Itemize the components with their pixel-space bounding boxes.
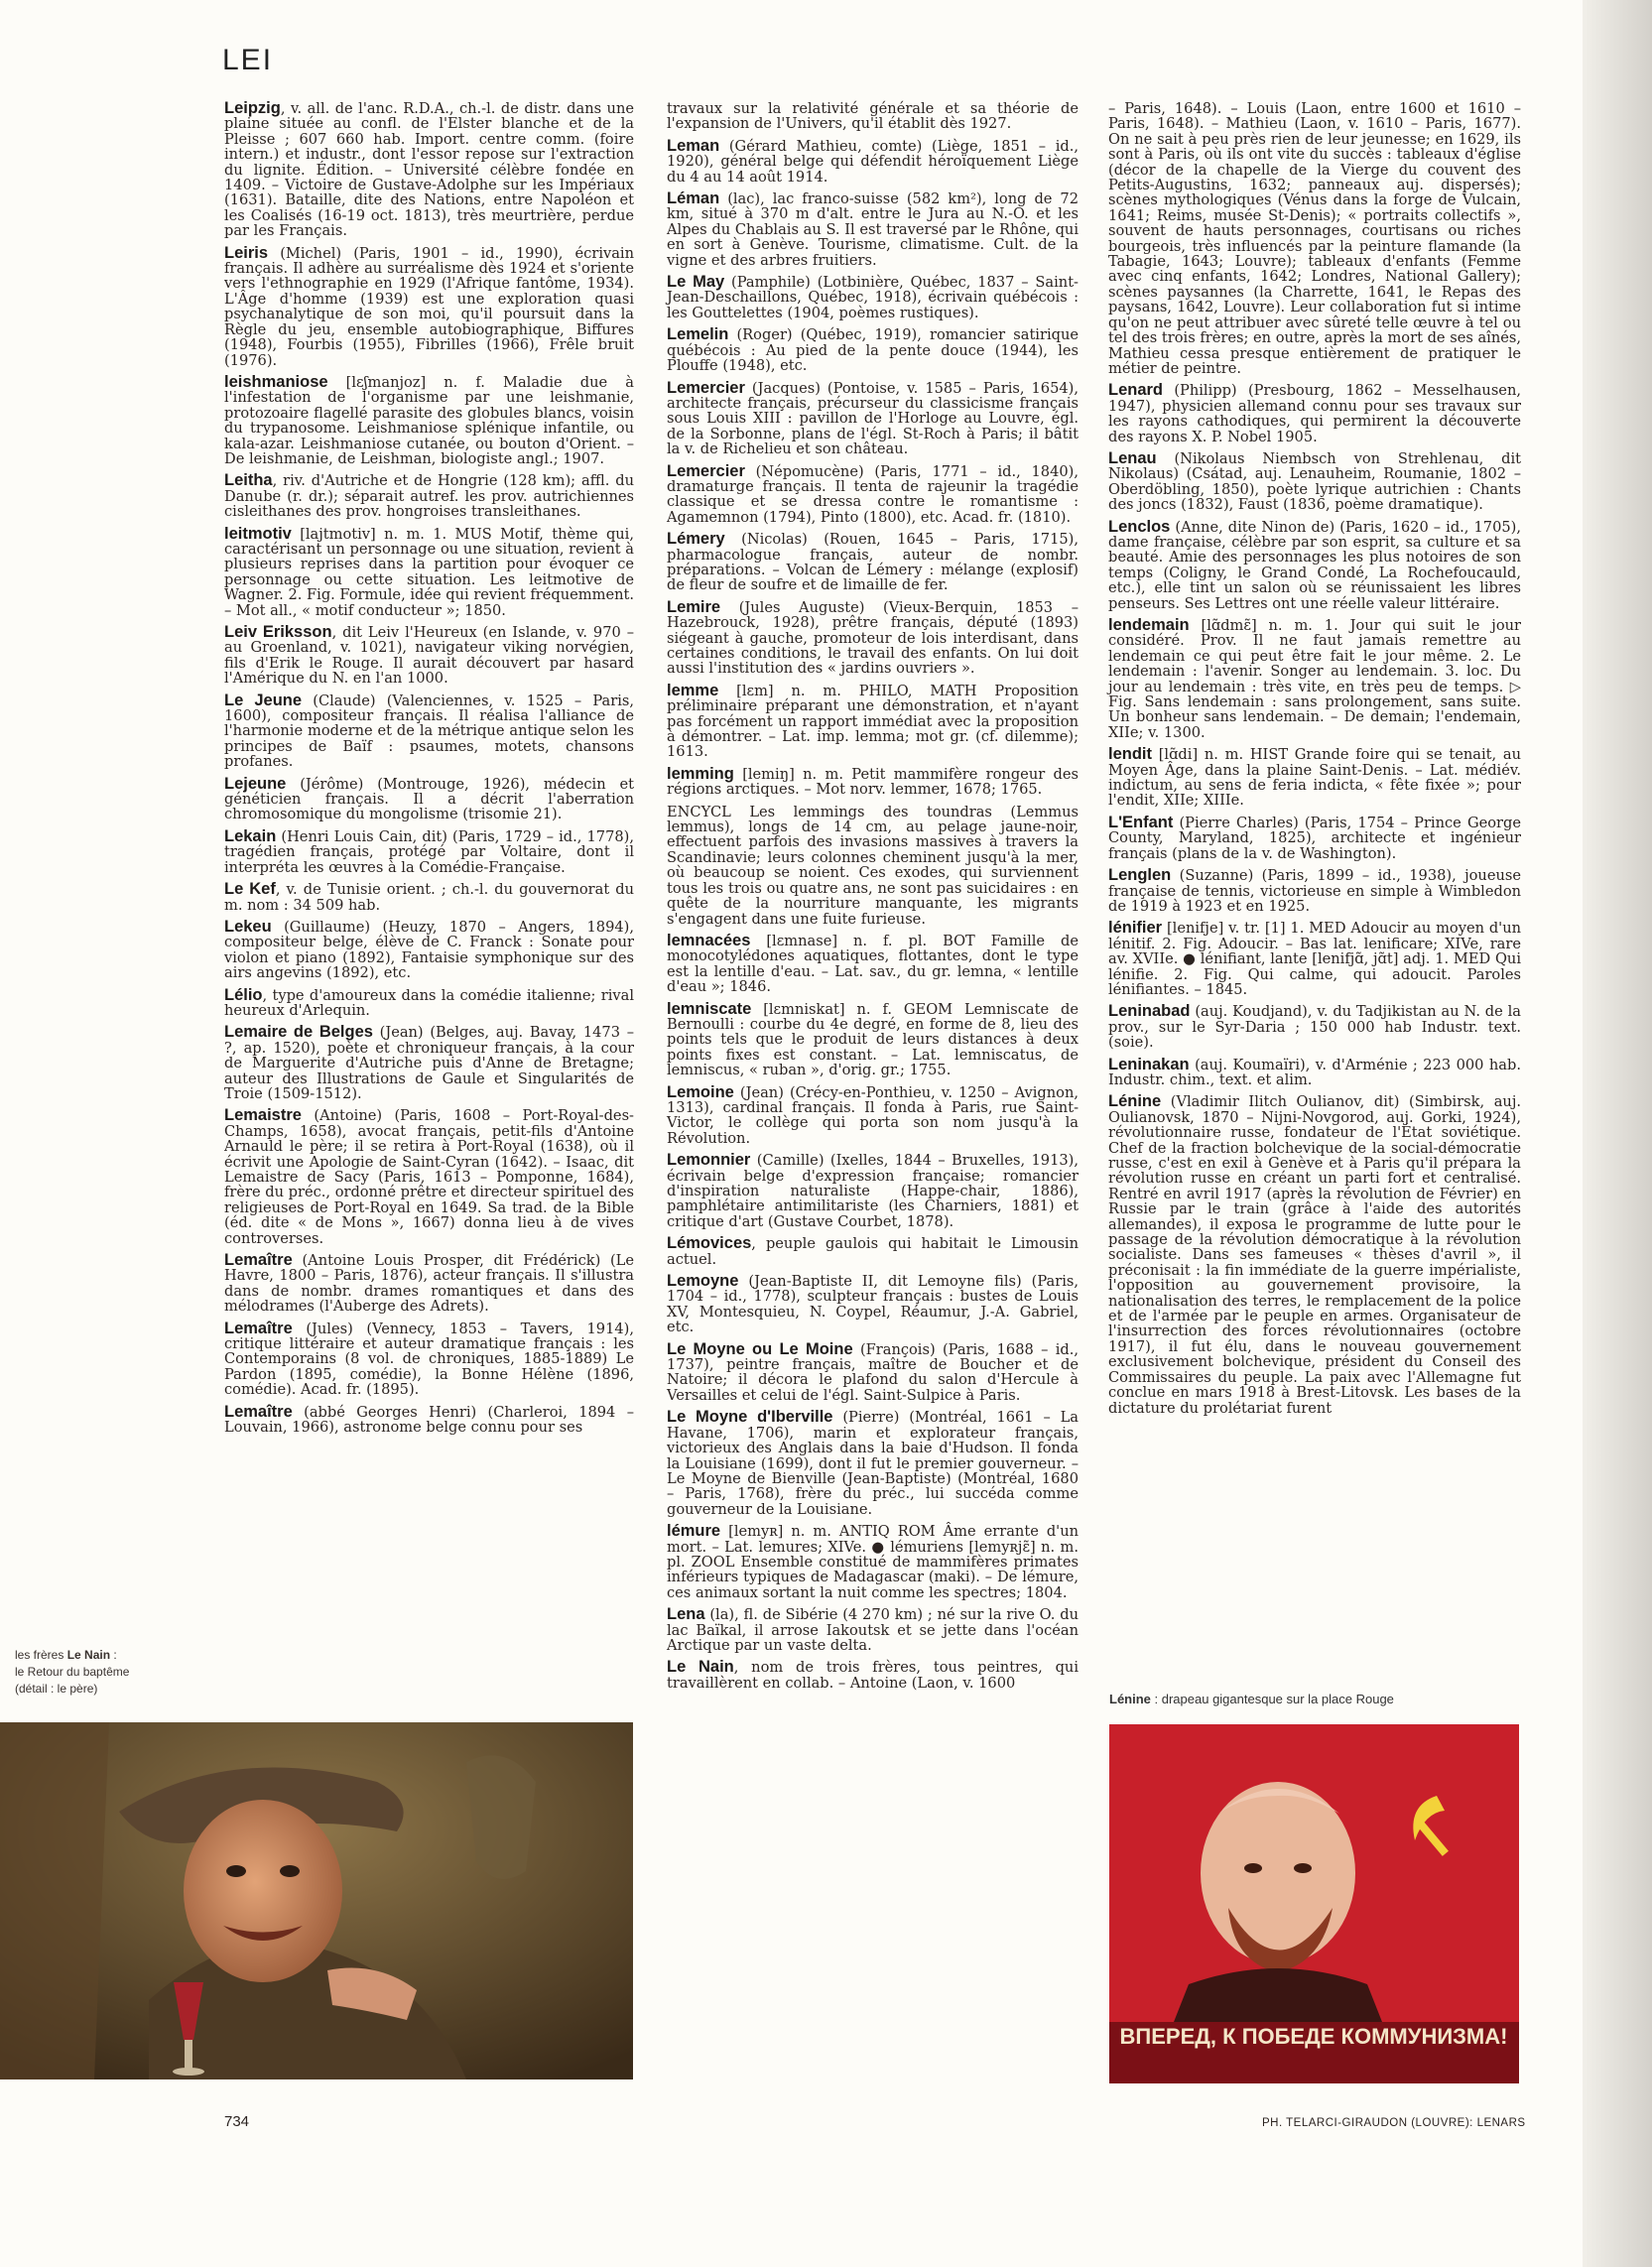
- dictionary-entry: [667, 378, 1079, 458]
- dictionary-entry: [1108, 448, 1521, 514]
- entry-definition: [lemyʀ] n. m. ANTIQ ROM Âme errante d'un mort. – Lat. lemures; XIVe. ● lémuriens [lemyʀjɛ̃] n. m. pl. ZOOL Ensemble constitué de mammifères primates inférieurs typiques de Madagascar (maki). – De lémure, ces animaux sortant la nuit comme les spectres; 1804.: [667, 1523, 1079, 1601]
- entry-definition: (Camille) (Ixelles, 1844 – Bruxelles, 1913), écrivain belge d'expression française; romancier d'inspiration naturaliste (Happe-chair, 1886), pamphlétaire antimilitariste (les Charniers, 1881) et critique d'art (Gustave Courbet, 1878).: [667, 1152, 1079, 1230]
- entry-definition: (Guillaume) (Heuzy, 1870 – Angers, 1894), compositeur belge, élève de C. Franck : Sonate pour violon et piano (1892), Fantaisie symphonique sur des airs angevins (1892), etc.: [224, 918, 634, 982]
- entry-definition: , type d'amoureux dans la comédie italienne; rival heureux d'Arlequin.: [224, 986, 634, 1019]
- dictionary-entry: [667, 1082, 1079, 1147]
- page-edge-shadow: [1583, 0, 1652, 2267]
- entry-definition: (Michel) (Paris, 1901 – id., 1990), écrivain français. Il adhère au surréalisme dès 1924 et s'oriente vers l'ethnographie en 1929 (l'Afrique fantôme, 1934). L'Âge d'homme (1939) est une exploration quasi psychanalytique de son moi, qu'il poursuit dans la Règle du jeu, ensemble autobiographique, Biffures (1948), Fourbis (1955), Fibrilles (1966), Frêle bruit (1976).: [224, 244, 634, 369]
- dictionary-entry: [667, 1660, 1079, 1691]
- entry-definition: , riv. d'Autriche et de Hongrie (128 km); affl. du Danube (r. dr.); séparait autref. les prov. autrichiennes cisleithanes des prov. hongroises transleithanes.: [224, 472, 634, 521]
- entry-definition: (auj. Koudjand), v. du Tadjikistan au N. de la prov., sur le Syr-Daria ; 150 000 hab Industr. text. (soie).: [1108, 1003, 1521, 1052]
- caption-line-2: le Retour du baptême: [15, 1665, 130, 1679]
- entry-definition: (Antoine) (Paris, 1608 – Port-Royal-des-Champs, 1658), avocat français, petit-fils d'Antoine Arnauld le père; il se retira à Port-Royal (1638), où il écrivit une Apologie de Saint-Cyran (1642). – Isaac, dit Lemaistre de Sacy (Paris, 1613 – Pomponne, 1684), frère du préc., ordonné prêtre et directeur spirituel des religieuses de Port-Royal en 1649. Sa trad. de la Bible (éd. dite « de Mons », 1667) donna lieu à de vives controverses.: [224, 1107, 634, 1247]
- caption-line-3: (détail : le père): [15, 1682, 98, 1696]
- entry-definition: [lɛʃmanjoz] n. f. Maladie due à l'infestation de l'organisme par une leishmanie, protozoaire flagellé parasite des globules blancs, voisin du trypanosome. Leishmaniose splénique infantile, ou kala-azar. Leishmaniose cutanée, ou bouton d'Orient. – De leishmanie, de Leishman, biologiste angl.; 1907.: [224, 373, 634, 467]
- dictionary-entry: [1108, 868, 1521, 914]
- entry-headword: lendit: [1108, 745, 1152, 764]
- dictionary-entry: [224, 524, 634, 619]
- dictionary-entry: [224, 1402, 634, 1437]
- entry-definition: [lemiŋ] n. m. Petit mammifère rongeur des régions arctiques. – Mot norv. lemmer, 1678; 1765.: [667, 765, 1079, 799]
- entry-headword: Le Moyne d'Iberville: [667, 1408, 833, 1427]
- dictionary-entry: [224, 882, 634, 913]
- entry-definition: (Suzanne) (Paris, 1899 – id., 1938), joueuse française de tennis, victorieuse en simple à Wimbledon de 1919 à 1923 et en 1925.: [1108, 867, 1521, 915]
- entry-headword: Lemaire de Belges: [224, 1023, 373, 1042]
- entry-headword: Lekeu: [224, 917, 272, 936]
- dictionary-entry: [667, 764, 1079, 799]
- entry-definition: , peuple gaulois qui habitait le Limousin actuel.: [667, 1235, 1079, 1268]
- dictionary-entry: [667, 999, 1079, 1079]
- entry-headword: lénifier: [1108, 919, 1163, 938]
- dictionary-entry: [1108, 517, 1521, 612]
- entry-headword: lémure: [667, 1522, 721, 1541]
- dictionary-entry: [224, 985, 634, 1019]
- entry-definition: (abbé Georges Henri) (Charleroi, 1894 – Louvain, 1966), astronome belge connu pour ses: [224, 1403, 634, 1437]
- entry-headword: Leninabad: [1108, 1002, 1191, 1021]
- photo-credit: PH. TELARCI-GIRAUDON (LOUVRE): LENARS: [1262, 2117, 1526, 2129]
- entry-definition: – Paris, 1648). – Louis (Laon, entre 1600 et 1610 – Paris, 1648). – Mathieu (Laon, v. 1610 – Paris, 1677). On ne sait à peu près rien de leur jeunesse; en 1629, ils sont à Paris, où ils ont vite du succès : tableaux d'église (décor de la chapelle de la Vierge du couvent des Petits-Augustins, 1632; panneaux auj. dispersés); scènes mythologiques (Vénus dans la forge de Vulcain, 1641; Reims, musée St-Denis); « portraits collectifs », souvent de hauts personnages, courtisans ou riches bourgeois, très influencés par la peinture flamande (la Tabagie, 1643; Louvre); tableaux d'enfants (Femme avec cinq enfants, 1642; Londres, National Gallery); scènes paysannes (la Charrette, 1641, le Repas des paysans, 1642, Louvre). Leur collaboration fut si intime qu'on ne peut attribuer avec sûreté telle œuvre à tel ou tel des trois frères; en outre, après la mort de ses aînés, Mathieu cessa presque entièrement de pratiquer le métier de peintre.: [1108, 100, 1521, 377]
- entry-headword: Lemoyne: [667, 1272, 739, 1291]
- lenin-caption: [1109, 1692, 1526, 1706]
- entry-headword: Leipzig: [224, 99, 281, 117]
- entry-definition: [lɛmnase] n. f. pl. BOT Famille de monocotylédones aquatiques, flottantes, dont le type est la lentille d'eau. – Lat. sav., du gr. lemna, « lentille d'eau »; 1846.: [667, 932, 1079, 996]
- entry-headword: Lenglen: [1108, 866, 1172, 885]
- dictionary-entry: [224, 693, 634, 770]
- entry-definition: (Anne, dite Ninon de) (Paris, 1620 – id., 1705), dame française, célèbre par son esprit, sa culture et sa beauté. Amie des personnages les plus notoires de son temps (Coligny, le Grand Condé, La Rochefoucauld, etc.), elle tint un salon où se réunissaient les libres penseurs. Ses Lettres ont une réelle valeur littéraire.: [1108, 518, 1521, 612]
- dictionary-entry: [1108, 383, 1521, 444]
- entry-headword: Lemaistre: [224, 1106, 302, 1125]
- column-2: [667, 101, 1079, 1698]
- entry-headword: lemming: [667, 764, 734, 783]
- dictionary-entry: [1108, 1055, 1521, 1088]
- entry-definition: [lɑ̃di] n. m. HIST Grande foire qui se tenait, au Moyen Âge, dans la plaine Saint-Denis. – Lat. médiév. indictum, au sens de feria indicta, « fête fixée »; pour l'endit, XIIe; XIIIe.: [1108, 746, 1521, 810]
- entry-definition: (Henri Louis Cain, dit) (Paris, 1729 – id., 1778), tragédien français, protégé par Voltaire, dont il interpréta les œuvres à la Comédie-Française.: [224, 827, 634, 876]
- entry-definition: [lɛm] n. m. PHILO, MATH Proposition préliminaire préparant une démonstration, et n'ayant pas forcément un rapport immédiat avec la proposition à démontrer. – Lat. imp. lemma; mot gr. (cf. dilemme); 1613.: [667, 682, 1079, 761]
- entry-headword: lemniscate: [667, 999, 752, 1018]
- dictionary-entry: [224, 243, 634, 369]
- entry-headword: lemnacées: [667, 931, 751, 949]
- dictionary-entry: [667, 275, 1079, 320]
- entry-headword: Lenau: [1108, 448, 1157, 467]
- dictionary-entry: [1108, 1004, 1521, 1050]
- entry-definition: travaux sur la relativité générale et sa théorie de l'expansion de l'Univers, qu'il établit dès 1927.: [667, 100, 1079, 133]
- entry-definition: (Jean) (Crécy-en-Ponthieu, v. 1250 – Avignon, 1313), cardinal français. Il fonda à Paris, rue Saint-Victor, le collège qui porta son nom jusqu'à la Révolution.: [667, 1083, 1079, 1147]
- entry-definition: (lac), lac franco-suisse (582 km²), long de 72 km, situé à 370 m d'alt. entre le Jura au N.-O. et les Alpes du Chablais au S. Il est traversé par le Rhône, qui en sort à Genève. Tourisme, climatisme. Cult. de la vigne et des arbres fruitiers.: [667, 190, 1079, 269]
- entry-definition: (Vladimir Ilitch Oulianov, dit) (Simbirsk, auj. Oulianovsk, 1870 – Nijni-Novgorod, auj. Gorki, 1924), révolutionnaire russe, fondateur de l'État soviétique. Chef de la fraction bolchevique de la social-démocratie russe, c'est en exil à Genève et à Paris qu'il prépara la révolution russe en créant un parti fort et centralisé. Rentré en avril 1917 (après la révolution de Février) en Russie par le train (grâce à l'aide des autorités allemandes), il exposa le programme de lutte pour le passage de la révolution démocratique à la révolution socialiste. Dans ses fameuses « thèses d'avril », il préconisait : la fin immédiate de la guerre impérialiste, l'opposition au gouvernement provisoire, la nationalisation des terres, le remplacement de la police et de l'armée par le peuple en armes. Organisateur de l'insurrection des forces révolutionnaires (octobre 1917), il fut élu, dans le nouveau gouvernement exclusivement bolchevique, président du Conseil des Commissaires du peuple. La paix avec l'Allemagne fut conclue en mars 1918 à Brest-Litovsk. Les bases de la dictature du prolétariat furent: [1108, 1093, 1521, 1417]
- dictionary-entry: [667, 1524, 1079, 1600]
- entry-headword: lemme: [667, 681, 719, 699]
- entry-headword: Lemoine: [667, 1082, 734, 1101]
- dictionary-entry: [667, 1236, 1079, 1267]
- entry-definition: (Jean-Baptiste II, dit Lemoyne fils) (Paris, 1704 – id., 1778), sculpteur français : bustes de Louis XV, Montesquieu, N. Coypel, Réaumur, J.-A. Gabriel, etc.: [667, 1273, 1079, 1336]
- entry-definition: (Jules) (Vennecy, 1853 – Tavers, 1914), critique littéraire et auteur dramatique français : les Contemporains (8 vol. de chroniques, 1885-1889) Le Pardon (1895, comédie), la Bonne Hélène (1896, comédie). Acad. fr. (1895).: [224, 1320, 634, 1399]
- dictionary-entry: [1108, 1094, 1521, 1416]
- entry-definition: , v. de Tunisie orient. ; ch.-l. du gouvernorat du m. nom : 34 509 hab.: [224, 881, 634, 914]
- entry-headword: Lena: [667, 1605, 705, 1624]
- dictionary-entry: [1108, 921, 1521, 997]
- dictionary-entry: [1108, 101, 1521, 376]
- entry-headword: Leiris: [224, 243, 269, 262]
- dictionary-entry: [667, 191, 1079, 268]
- dictionary-entry: [224, 1108, 634, 1246]
- dictionary-entry: [667, 597, 1079, 678]
- dictionary-entry: [667, 805, 1079, 927]
- caption-name: Le Nain: [66, 1648, 111, 1662]
- dictionary-entry: [224, 1319, 634, 1399]
- entry-headword: Lekain: [224, 826, 277, 845]
- lenin-caption-text: : drapeau gigantesque sur la place Rouge: [1150, 1692, 1394, 1706]
- dictionary-entry: [224, 826, 634, 876]
- dictionary-entry: [224, 372, 634, 467]
- entry-definition: , nom de trois frères, tous peintres, qui travaillèrent en collab. – Antoine (Laon, v. 1600: [667, 1659, 1079, 1692]
- page-header: LEI: [222, 44, 274, 76]
- entry-definition: (Jules Auguste) (Vieux-Berquin, 1853 – Hazebrouck, 1928), prêtre français, député (1893) siégeant à gauche, promoteur de lois interdisant, dans certaines conditions, le travail des enfants. On lui doit aussi l'institution des « jardins ouvriers ».: [667, 598, 1079, 678]
- le-nain-painting: [0, 1722, 633, 2079]
- entry-headword: Le Jeune: [224, 691, 303, 709]
- entry-headword: Lemaître: [224, 1402, 293, 1421]
- entry-definition: (Gérard Mathieu, comte) (Liège, 1851 – id., 1920), général belge qui défendit héroïquement Liège du 4 au 14 août 1914.: [667, 137, 1079, 186]
- dictionary-entry: [667, 931, 1079, 996]
- dictionary-entry: [224, 625, 634, 687]
- dictionary-entry: [224, 473, 634, 519]
- poster-slogan: ВПЕРЕД, К ПОБЕДЕ КОММУНИЗМА!: [1119, 2024, 1508, 2049]
- caption-colon: :: [110, 1648, 117, 1662]
- entry-definition: (Jérôme) (Montrouge, 1926), médecin et généticien français. Il a décrit l'aberration chromosomique du mongolisme (trisomie 21).: [224, 775, 634, 823]
- entry-headword: Léman: [667, 189, 720, 208]
- dictionary-entry: [1108, 618, 1521, 740]
- entry-definition: (Pamphile) (Lotbinière, Québec, 1837 – Saint-Jean-Deschaillons, Québec, 1918), écrivain québécois : les Gouttelettes (1904, poèmes rustiques).: [667, 274, 1079, 321]
- lenin-caption-name: Lénine: [1109, 1692, 1151, 1706]
- entry-headword: Le Nain: [667, 1658, 734, 1677]
- entry-headword: Lemaître: [224, 1251, 293, 1270]
- entry-definition: , v. all. de l'anc. R.D.A., ch.-l. de distr. dans une plaine située au confl. de l'Elster blanche et de la Pleisse ; 607 660 hab. Import. centre comm. (foire intern.) et industr., dont l'essor repose sur l'extraction du lignite. Édition. – Université célèbre fondée en 1409. – Victoire de Gustave-Adolphe sur les Impériaux (1631). Bataille, dite des Nations, entre Napoléon et les Coalisés (16-19 oct. 1813), très meurtrière, perdue par les Français.: [224, 100, 634, 240]
- dictionary-entry: [224, 1253, 634, 1315]
- dictionary-entry: [667, 327, 1079, 373]
- entry-headword: L'Enfant: [1108, 813, 1174, 831]
- entry-headword: Lejeune: [224, 774, 287, 793]
- entry-definition: (Jacques) (Pontoise, v. 1585 – Paris, 1654), architecte français, précurseur du classicisme français sous Louis XIII : pavillon de l'Horloge au Louvre, égl. de la Sorbonne, plans de l'égl. St-Roch à Paris; il bâtit la v. de Richelieu et son château.: [667, 379, 1079, 458]
- dictionary-entry: [1108, 813, 1521, 862]
- entry-definition: (Pierre Charles) (Paris, 1754 – Prince George County, Maryland, 1825), architecte et ingénieur français (plans de la v. de Washington).: [1108, 814, 1521, 862]
- entry-headword: Lenard: [1108, 381, 1164, 400]
- entry-headword: Lemelin: [667, 325, 729, 344]
- entry-definition: (Népomucène) (Paris, 1771 – id., 1840), dramaturge français. Il tenta de rajeunir la tragédie classique et se dressa contre le romantisme : Agamemnon (1794), Pinto (1800), etc. Acad. fr. (1810).: [667, 462, 1079, 526]
- entry-definition: (Nikolaus Niembsch von Strehlenau, dit Nikolaus) (Csátad, auj. Lenauheim, Roumanie, 1802 – Oberdöbling, 1850), poète lyrique autrichien : Chants des joncs (1832), Faust (1836, poème dramatique).: [1108, 449, 1521, 514]
- entry-definition: (Claude) (Valenciennes, v. 1525 – Paris, 1600), compositeur français. Il réalisa l'alliance de l'harmonie moderne et de la métrique antique selon les principes de Baïf : psaumes, motets, chansons profanes.: [224, 692, 634, 771]
- entry-headword: Lemonnier: [667, 1151, 751, 1170]
- entry-headword: Lemire: [667, 597, 721, 616]
- entry-headword: Leman: [667, 136, 720, 155]
- entry-headword: Leitha: [224, 471, 273, 490]
- entry-definition: (François) (Paris, 1688 – id., 1737), peintre français, maître de Boucher et de Natoire; il décora le plafond du salon d'Hercule à Versailles et celui de l'égl. Saint-Sulpice à Paris.: [667, 1340, 1079, 1404]
- dictionary-entry: [667, 532, 1079, 593]
- lenin-poster: [1109, 1724, 1519, 2083]
- entry-definition: (Jean) (Belges, auj. Bavay, 1473 – ?, ap. 1520), poète et chroniqueur français, à la cour de Marguerite d'Autriche puis d'Anne de Bretagne; auteur des Illustrations de Gaule et Singularités de Troie (1509-1512).: [224, 1024, 634, 1102]
- entry-definition: (Antoine Louis Prosper, dit Frédérick) (Le Havre, 1800 – Paris, 1876), acteur français. Il s'illustra dans de nombr. drames romantiques et dans des mélodrames (l'Auberge des Adrets).: [224, 1252, 634, 1316]
- entry-headword: Lémovices: [667, 1234, 752, 1253]
- dictionary-entry: [224, 774, 634, 823]
- entry-definition: [lɛmniskat] n. f. GEOM Lemniscate de Bernoulli : courbe du 4e degré, en forme de 8, lieu des points tels que le produit de leurs distances à deux points fixes est constant. – Lat. lemniscatus, de lemniscus, « ruban », d'orig. gr.; 1755.: [667, 1000, 1079, 1079]
- entry-definition: [lajtmotiv] n. m. 1. MUS Motif, thème qui, caractérisant un personnage ou une situation, revient à plusieurs reprises dans la partition pour évoquer ce personnage ou cette situation. Les leitmotive de Wagner. 2. Fig. Formule, idée qui revient fréquemment. – Mot all., « motif conducteur »; 1850.: [224, 525, 634, 619]
- entry-definition: (Philipp) (Presbourg, 1862 – Messelhausen, 1947), physicien allemand connu pour ses travaux sur les rayons cathodiques, qui permirent la découverte des rayons X. P. Nobel 1905.: [1108, 382, 1521, 445]
- dictionary-entry: [667, 461, 1079, 526]
- entry-headword: leitmotiv: [224, 524, 292, 543]
- dictionary-entry: [667, 1607, 1079, 1653]
- entry-headword: Lenclos: [1108, 517, 1171, 536]
- entry-headword: leishmaniose: [224, 372, 328, 391]
- entry-definition: [lenifje] v. tr. [1] 1. MED Adoucir au moyen d'un lénitif. 2. Fig. Adoucir. – Bas lat. lenificare; XIVe, rare av. XVIIe. ● lénifiant, lante [lenifjɑ̃, jɑ̃t] adj. 1. MED Qui lénifie. 2. Fig. Qui calme, qui adoucit. Paroles lénifiantes. – 1845.: [1108, 920, 1521, 998]
- dictionary-entry: [224, 1025, 634, 1101]
- entry-headword: Le May: [667, 273, 725, 292]
- dictionary-entry: [667, 101, 1079, 132]
- entry-definition: (Pierre) (Montréal, 1661 – La Havane, 1706), marin et explorateur français, victorieux des Anglais dans la baie d'Hudson. Il fonda la Louisiane (1699), dont il fut le premier gouverneur. – Le Moyne de Bienville (Jean-Baptiste) (Montréal, 1680 – Paris, 1768), frère du préc., lui succéda comme gouverneur de la Louisiane.: [667, 1409, 1079, 1518]
- column-3: [1108, 101, 1521, 1423]
- dictionary-entry: [667, 1153, 1079, 1229]
- dictionary-entry: [224, 917, 634, 982]
- entry-definition: (auj. Koumaïri), v. d'Arménie ; 223 000 hab. Industr. chim., text. et alim.: [1108, 1056, 1521, 1088]
- entry-headword: Lemaître: [224, 1319, 293, 1337]
- dictionary-entry: [224, 101, 634, 239]
- entry-headword: Lemercier: [667, 461, 745, 480]
- dictionary-entry: [667, 1339, 1079, 1404]
- entry-headword: Leninakan: [1108, 1055, 1190, 1073]
- dictionary-entry: [667, 136, 1079, 186]
- entry-headword: Leiv Eriksson: [224, 623, 332, 641]
- entry-definition: ENCYCL Les lemmings des toundras (Lemmus lemmus), longs de 14 cm, au pelage jaune-noir, effectuent parfois des invasions massives à travers la Scandinavie; leurs colonnes cheminent jusqu'à la mer, où beaucoup se noient. Ces exodes, qui surviennent tous les trois ou quatre ans, ne sont pas suicidaires : en quête de la nourriture manquante, les migrants s'engagent dans une fuite furieuse.: [667, 803, 1079, 928]
- entry-headword: Lemercier: [667, 378, 745, 397]
- dictionary-entry: [667, 681, 1079, 761]
- entry-definition: (la), fl. de Sibérie (4 270 km) ; né sur la rive O. du lac Baïkal, il arrose Iakoutsk et se jette dans l'océan Arctique par un vaste delta.: [667, 1606, 1079, 1654]
- column-1: [224, 101, 634, 1443]
- caption-text: les frères: [15, 1648, 67, 1662]
- le-nain-caption: [15, 1647, 174, 1698]
- entry-headword: Lélio: [224, 985, 263, 1004]
- entry-definition: (Roger) (Québec, 1919), romancier satirique québécois : Au pied de la pente douce (1944), les Plouffe (1948), etc.: [667, 326, 1079, 375]
- page-number: 734: [224, 2113, 250, 2130]
- entry-definition: (Nicolas) (Rouen, 1645 – Paris, 1715), pharmacologue français, auteur de nombr. préparations. – Volcan de Lémery : mélange (explosif) de fleur de soufre et de limaille de fer.: [667, 531, 1079, 594]
- entry-definition: , dit Leiv l'Heureux (en Islande, v. 970 – au Groenland, v. 1021), navigateur viking norvégien, fils d'Erik le Rouge. Il aurait découvert par hasard l'Amérique du N. en l'an 1000.: [224, 624, 634, 688]
- entry-headword: lendemain: [1108, 616, 1190, 634]
- dictionary-entry: [1108, 747, 1521, 809]
- dictionary-entry: [667, 1410, 1079, 1517]
- dictionary-entry: [667, 1274, 1079, 1335]
- entry-headword: Le Kef: [224, 880, 276, 899]
- entry-headword: Lénine: [1108, 1092, 1162, 1111]
- entry-headword: Lémery: [667, 530, 725, 549]
- entry-headword: Le Moyne ou Le Moine: [667, 1339, 853, 1358]
- entry-definition: [lɑ̃dmɛ̃] n. m. 1. Jour qui suit le jour considéré. Prov. Il ne faut jamais remettre au lendemain ce qui peut être fait le jour même. 2. Le lendemain : l'avenir. Songer au lendemain. 3. loc. Du jour au lendemain : très vite, en très peu de temps. ▷ Fig. Sans lendemain : sans prolongement, sans suite. Un bonheur sans lendemain. – De demain; l'endemain, XIIe; v. 1300.: [1108, 617, 1521, 741]
